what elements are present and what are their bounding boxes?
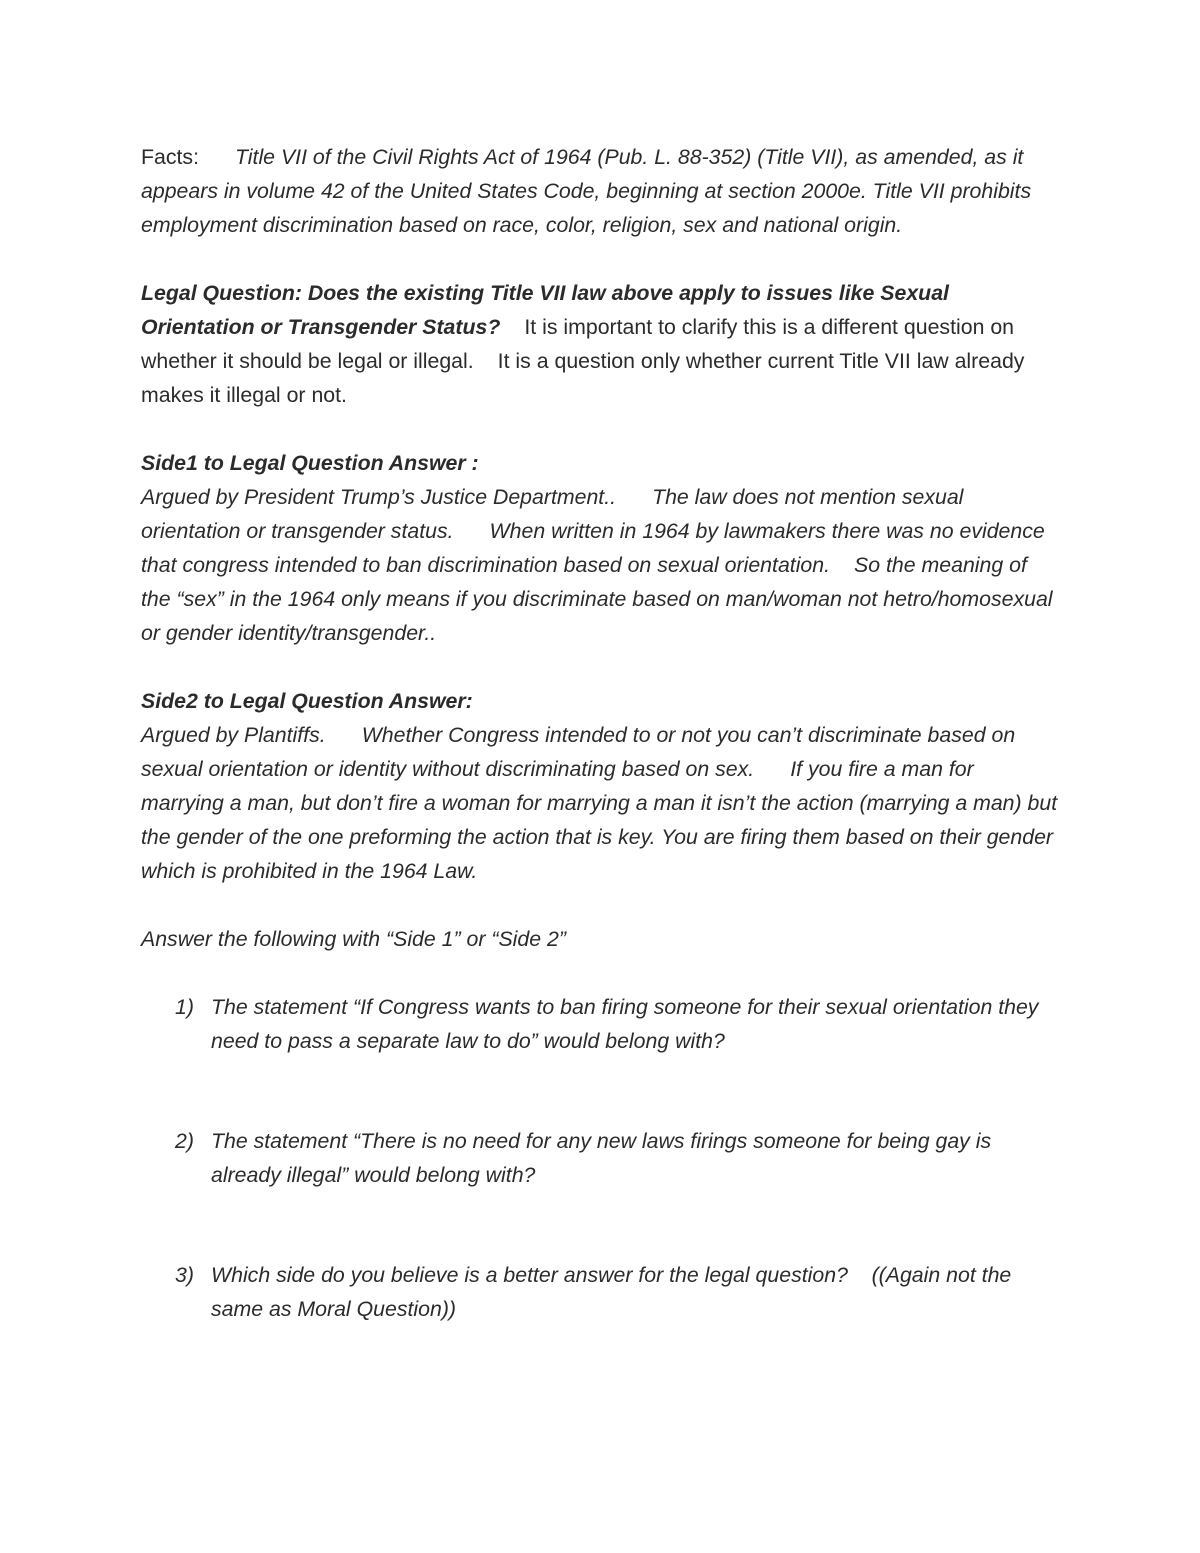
question-text: The statement “There is no need for any new laws firings someone for being gay is already illegal” would belong with?	[211, 1129, 992, 1187]
question-item	[141, 990, 1061, 1058]
side2-sentence-1: Argued by Plantiffs.	[141, 723, 326, 747]
instructions: Answer the following with “Side 1” or “Side 2”	[141, 927, 566, 951]
question-number: 1)	[175, 995, 194, 1019]
side2-heading: Side2 to Legal Question Answer:	[141, 689, 473, 713]
side2-sentence-3: If you fire a man for marrying a man, but don’t fire a woman for marrying a man it isn’t the action (marrying a man) but the gender of the one preforming the action that is key. You are firing them based on their gender which is prohibited in the 1964 Law.	[141, 757, 1058, 883]
legal-question-paragraph	[141, 276, 1061, 412]
side1-heading: Side1 to Legal Question Answer :	[141, 451, 479, 475]
side1-sentence-2: The law does not mention sexual orientation or transgender status.	[141, 485, 964, 543]
question-list	[141, 990, 1061, 1326]
question-text: Which side do you believe is a better answer for the legal question? ((Again not the same as Moral Question))	[211, 1263, 1018, 1321]
legal-question-heading: Legal Question: Does the existing Title VII law above apply to issues like Sexual Orientation or Transgender Status?	[141, 281, 949, 339]
question-item	[141, 1124, 1061, 1192]
question-number: 2)	[175, 1129, 194, 1153]
question-text: The statement “If Congress wants to ban firing someone for their sexual orientation they need to pass a separate law to do” would belong with?	[211, 995, 1039, 1053]
side1-sentence-1: Argued by President Trump’s Justice Department..	[141, 485, 617, 509]
question-number: 3)	[175, 1263, 194, 1287]
question-item	[141, 1258, 1061, 1326]
facts-paragraph	[141, 140, 1061, 242]
side1-paragraph	[141, 446, 1061, 650]
side2-paragraph	[141, 684, 1061, 888]
facts-text: Title VII of the Civil Rights Act of 1964 (Pub. L. 88-352) (Title VII), as amended, as it appears in volume 42 of the United States Code, beginning at section 2000e. Title VII prohibits employment discrimination based on race, color, religion, sex and national origin.	[141, 145, 1032, 237]
legal-question-text-2: It is a question only whether current Title VII law already makes it illegal or not.	[141, 349, 1025, 407]
legal-question-text-1: It is important to clarify this is a different question on whether it should be legal or illegal.	[141, 315, 1015, 373]
document-page	[141, 140, 1061, 1326]
side1-sentence-4: So the meaning of the “sex” in the 1964 only means if you discriminate based on man/woman not hetro/homosexual or gender identity/transgender..	[141, 553, 1053, 645]
side2-sentence-2: Whether Congress intended to or not you can’t discriminate based on sexual orientation or identity without discriminating based on sex.	[141, 723, 1016, 781]
facts-label: Facts:	[141, 145, 199, 169]
side1-sentence-3: When written in 1964 by lawmakers there was no evidence that congress intended to ban discrimination based on sexual orientation.	[141, 519, 1045, 577]
